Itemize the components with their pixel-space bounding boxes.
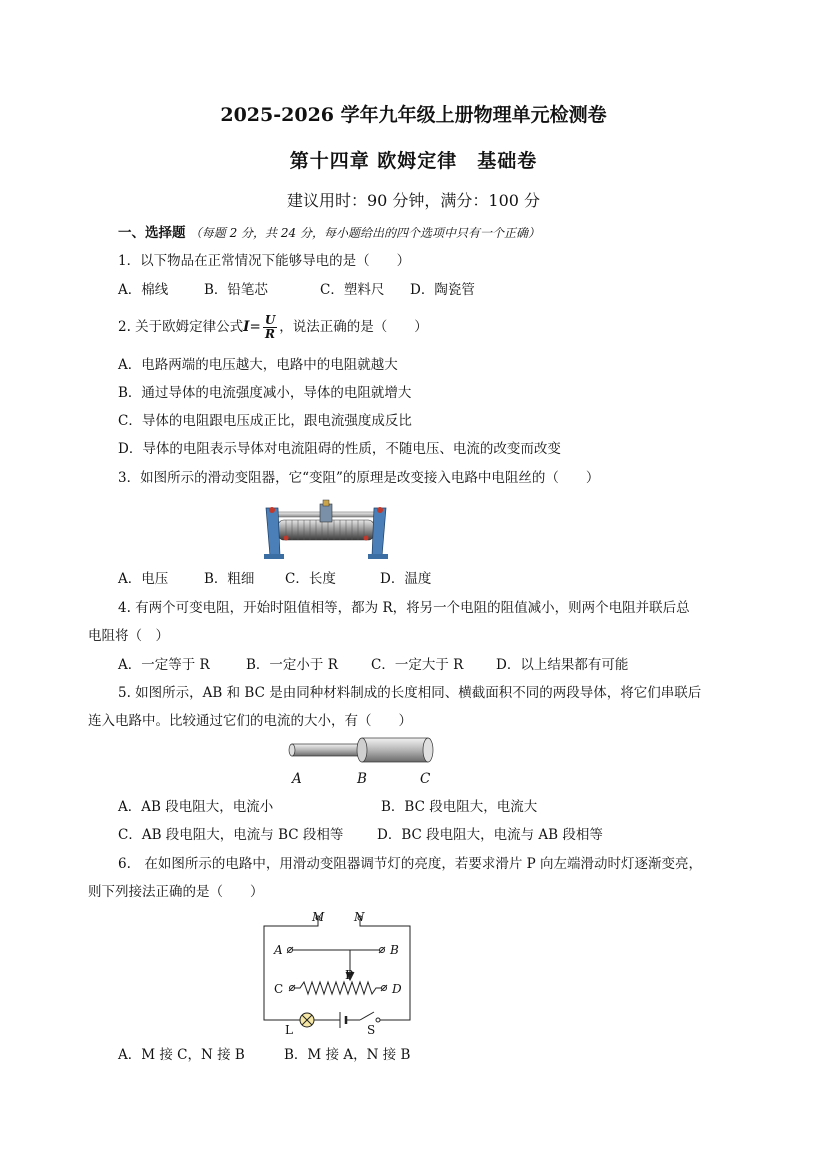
- q1-option-d: D．陶瓷管: [410, 282, 475, 298]
- section-title: 一、选择题: [118, 225, 186, 241]
- question-5-stem-line1: 5. 如图所示，AB 和 BC 是由同种材料制成的长度相同、横截面积不同的两段导体，将它们串联后: [118, 685, 702, 701]
- question-4-stem-line1: 4. 有两个可变电阻，开始时阻值相等，都为 R，将另一个电阻的阻值减小，则两个电阻并联后总: [118, 600, 690, 616]
- q6-option-b: B．M 接 A，N 接 B: [284, 1047, 411, 1063]
- q1-option-b: B．铅笔芯: [204, 282, 268, 298]
- q5-option-b: B．BC 段电阻大，电流大: [381, 799, 538, 815]
- section-note: （每题 2 分，共 24 分，每小题给出的四个选项中只有一个正确）: [189, 226, 540, 240]
- q2-stem-pre: 2. 关于欧姆定律公式: [118, 319, 244, 335]
- circuit-label-a: A: [274, 943, 283, 957]
- circuit-label-l: L: [285, 1023, 293, 1037]
- q2-formula-denominator: R: [265, 327, 276, 341]
- question-1-stem: 1．以下物品在正常情况下能够导电的是（ ）: [118, 253, 411, 269]
- circuit-label-d: D: [392, 982, 402, 996]
- q2-option-a: A．电路两端的电压越大，电路中的电阻就越大: [118, 357, 398, 373]
- q6-option-a: A．M 接 C，N 接 B: [118, 1047, 245, 1063]
- circuit-label-s: S: [367, 1023, 376, 1037]
- circuit-diagram: [260, 908, 420, 1038]
- q5-option-c: C．AB 段电阻大，电流与 BC 段相等: [118, 827, 344, 843]
- q3-option-c: C．长度: [285, 571, 336, 587]
- circuit-label-c: C: [274, 982, 284, 996]
- q5-option-a: A．AB 段电阻大，电流小: [118, 799, 274, 815]
- q3-option-a: A．电压: [118, 571, 169, 587]
- question-3-stem: 3．如图所示的滑动变阻器，它“变阻”的原理是改变接入电路中电阻丝的（ ）: [118, 470, 600, 486]
- question-6-stem-line1: 6. 在如图所示的电路中，用滑动变阻器调节灯的亮度，若要求滑片 P 向左端滑动时灯逐渐变亮，: [118, 856, 703, 872]
- circuit-label-p: P: [345, 968, 354, 982]
- question-2-stem: [118, 314, 428, 341]
- q5-label-b: B: [357, 771, 367, 787]
- q5-label-c: C: [420, 771, 431, 787]
- question-5-stem-line2: 连入电路中。比较通过它们的电流的大小，有（ ）: [88, 713, 412, 729]
- q2-option-b: B．通过导体的电流强度减小，导体的电阻就增大: [118, 385, 412, 401]
- conductor-figure: [286, 736, 436, 768]
- question-4-stem-line2: 电阻将（ ）: [88, 628, 169, 644]
- q4-option-b: B．一定小于 R: [246, 657, 338, 673]
- q2-formula-fraction: [263, 314, 277, 341]
- rheostat-figure: [262, 498, 390, 562]
- q2-stem-post: ，说法正确的是（ ）: [279, 319, 428, 335]
- q4-option-c: C．一定大于 R: [371, 657, 464, 673]
- q4-option-d: D．以上结果都有可能: [496, 657, 629, 673]
- q3-option-d: D．温度: [380, 571, 432, 587]
- q2-formula-lhs: I: [243, 319, 250, 335]
- circuit-label-n: N: [354, 910, 365, 924]
- q2-formula-eq: =: [249, 319, 261, 335]
- circuit-label-m: M: [312, 910, 325, 924]
- chapter-title: 第十四章 欧姆定律 基础卷: [289, 150, 538, 172]
- q3-option-b: B．粗细: [204, 571, 255, 587]
- time-info: 建议用时：90 分钟，满分：100 分: [286, 191, 541, 210]
- q2-option-d: D．导体的电阻表示导体对电流阻碍的性质，不随电压、电流的改变而改变: [118, 441, 561, 457]
- document-title: 2025-2026 学年九年级上册物理单元检测卷: [220, 104, 607, 126]
- question-6-stem-line2: 则下列接法正确的是（ ）: [88, 884, 264, 900]
- q1-option-c: C．塑料尺: [320, 282, 385, 298]
- q5-label-a: A: [292, 771, 302, 787]
- q5-option-d: D．BC 段电阻大，电流与 AB 段相等: [377, 827, 603, 843]
- circuit-label-b: B: [390, 943, 399, 957]
- section-heading: [118, 224, 540, 242]
- q1-option-a: A．棉线: [118, 282, 169, 298]
- q2-option-c: C．导体的电阻跟电压成正比，跟电流强度成反比: [118, 413, 412, 429]
- q4-option-a: A．一定等于 R: [118, 657, 210, 673]
- q2-formula-numerator: U: [264, 313, 276, 327]
